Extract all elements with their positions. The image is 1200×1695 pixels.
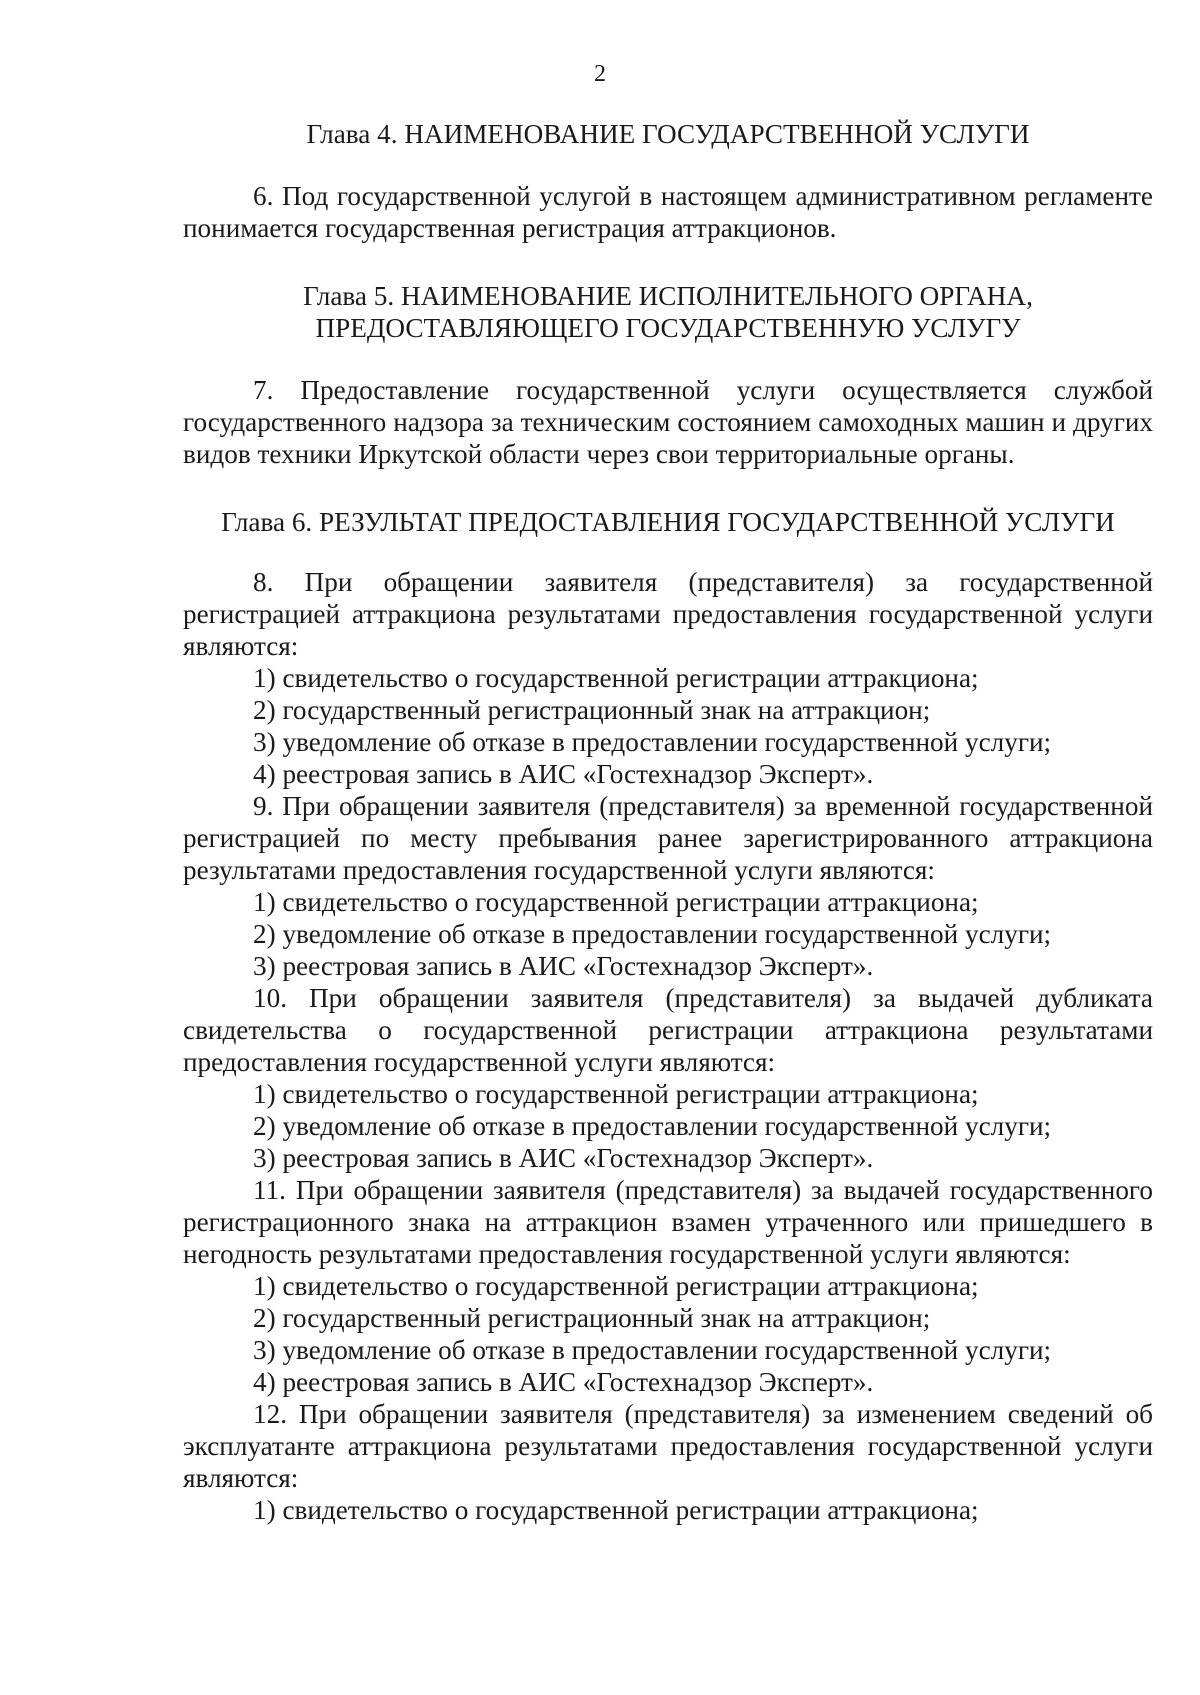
paragraph-11: 11. При обращении заявителя (представителя) за выдачей государственного регистрационного знака на аттракцион взамен утраченного или пришедшего в негодность результатами предоставления государственной услуги являются: (183, 1175, 1153, 1269)
paragraph-9: 9. При обращении заявителя (представителя) за временной государственной регистрацией по месту пребывания ранее зарегистрированного аттракциона результатами предоставления государственной услуги являются: (183, 791, 1153, 885)
paragraph-9-item-1: 1) свидетельство о государственной регистрации аттракциона; (253, 887, 979, 917)
paragraph-10-item-1: 1) свидетельство о государственной регистрации аттракциона; (253, 1079, 979, 1109)
paragraph-10: 10. При обращении заявителя (представителя) за выдачей дубликата свидетельства о государственной регистрации аттракциона результатами предоставления государственной услуги являются: (183, 983, 1153, 1077)
paragraph-12: 12. При обращении заявителя (представителя) за изменением сведений об эксплуатанте аттракциона результатами предоставления государственной услуги являются: (183, 1399, 1153, 1493)
paragraph-10-item-3: 3) реестровая запись в АИС «Гостехнадзор Эксперт». (253, 1143, 874, 1173)
paragraph-8-item-3: 3) уведомление об отказе в предоставлении государственной услуги; (253, 727, 1052, 757)
paragraph-11-item-2: 2) государственный регистрационный знак на аттракцион; (253, 1303, 931, 1333)
chapter-4-heading: Глава 4. НАИМЕНОВАНИЕ ГОСУДАРСТВЕННОЙ УСЛУГИ (306, 119, 1030, 149)
paragraph-11-item-1: 1) свидетельство о государственной регистрации аттракциона; (253, 1271, 979, 1301)
paragraph-6: 6. Под государственной услугой в настоящем административном регламенте понимается государственная регистрация аттракционов. (183, 181, 1153, 243)
page-number: 2 (594, 61, 606, 87)
document-body (183, 118, 1153, 1526)
paragraph-8: 8. При обращении заявителя (представителя) за государственной регистрацией аттракциона результатами предоставления государственной услуги являются: (183, 567, 1153, 661)
paragraph-8-item-4: 4) реестровая запись в АИС «Гостехнадзор Эксперт». (253, 759, 874, 789)
paragraph-12-item-1: 1) свидетельство о государственной регистрации аттракциона; (253, 1495, 979, 1525)
chapter-6-heading: Глава 6. РЕЗУЛЬТАТ ПРЕДОСТАВЛЕНИЯ ГОСУДАРСТВЕННОЙ УСЛУГИ (221, 507, 1115, 537)
chapter-5-heading-line-1: Глава 5. НАИМЕНОВАНИЕ ИСПОЛНИТЕЛЬНОГО ОРГАНА, (303, 281, 1033, 311)
paragraph-8-item-2: 2) государственный регистрационный знак на аттракцион; (253, 695, 931, 725)
paragraph-11-item-3: 3) уведомление об отказе в предоставлении государственной услуги; (253, 1335, 1052, 1365)
paragraph-9-item-3: 3) реестровая запись в АИС «Гостехнадзор Эксперт». (253, 951, 874, 981)
chapter-5-heading-line-2: ПРЕДОСТАВЛЯЮЩЕГО ГОСУДАРСТВЕННУЮ УСЛУГУ (315, 313, 1021, 343)
paragraph-9-item-2: 2) уведомление об отказе в предоставлении государственной услуги; (253, 919, 1052, 949)
chapter-5-heading (183, 280, 1153, 344)
paragraph-8-item-1: 1) свидетельство о государственной регистрации аттракциона; (253, 663, 979, 693)
paragraph-10-item-2: 2) уведомление об отказе в предоставлении государственной услуги; (253, 1111, 1052, 1141)
paragraph-11-item-4: 4) реестровая запись в АИС «Гостехнадзор Эксперт». (253, 1367, 874, 1397)
paragraph-7: 7. Предоставление государственной услуги осуществляется службой государственного надзора за техническим состоянием самоходных машин и других видов техники Иркутской области через свои территориальные органы. (183, 375, 1153, 469)
